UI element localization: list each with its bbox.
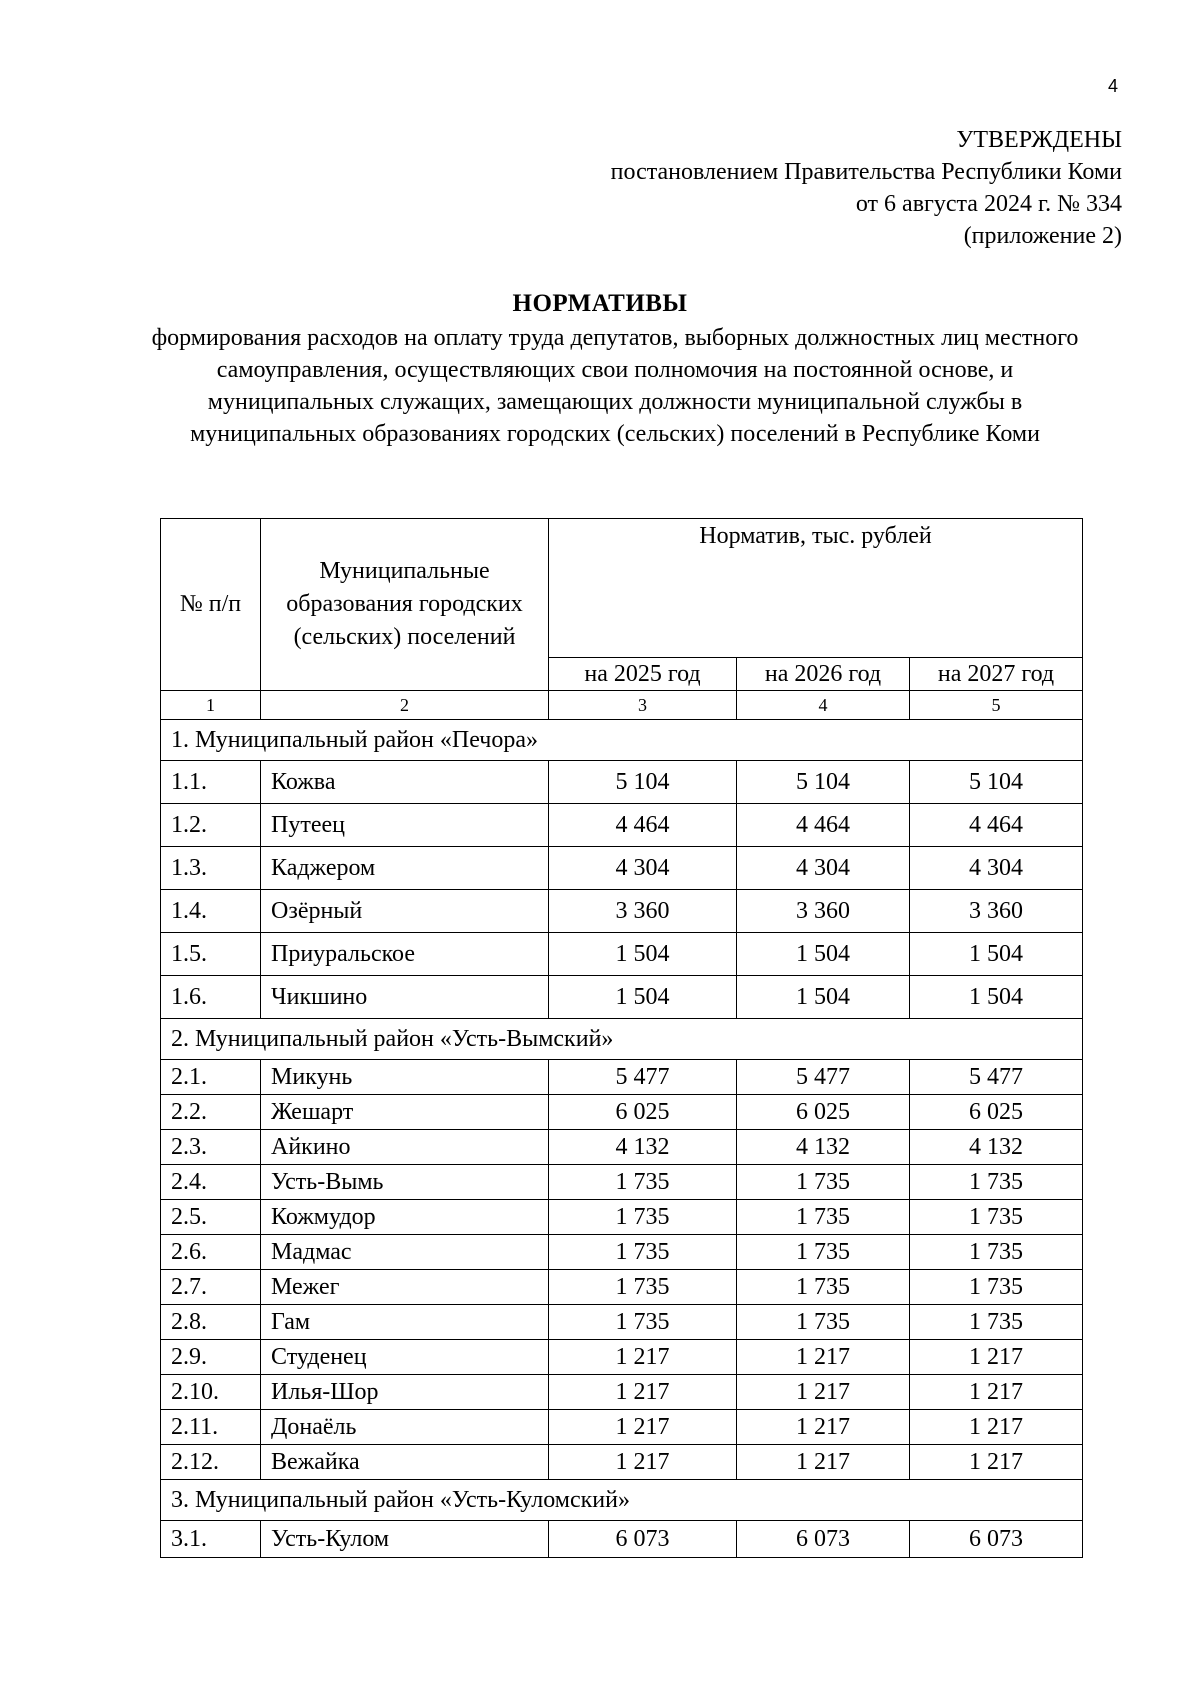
table-row bbox=[161, 933, 1083, 976]
table-row bbox=[161, 804, 1083, 847]
value-2026: 1 735 bbox=[737, 1270, 910, 1305]
value-2026: 1 735 bbox=[737, 1305, 910, 1340]
value-2026: 4 464 bbox=[737, 804, 910, 847]
row-number: 1.5. bbox=[161, 933, 261, 976]
row-number: 2.7. bbox=[161, 1270, 261, 1305]
value-2027: 1 217 bbox=[910, 1375, 1083, 1410]
table-row bbox=[161, 1200, 1083, 1235]
municipality-name: Гам bbox=[261, 1305, 549, 1340]
value-2027: 1 217 bbox=[910, 1340, 1083, 1375]
column-number-row bbox=[161, 691, 1083, 720]
table-row bbox=[161, 1095, 1083, 1130]
value-2025: 5 104 bbox=[549, 761, 737, 804]
municipality-name: Усть-Кулом bbox=[261, 1521, 549, 1558]
municipality-name: Приуральское bbox=[261, 933, 549, 976]
municipality-name: Микунь bbox=[261, 1060, 549, 1095]
table-row bbox=[161, 761, 1083, 804]
value-2026: 5 104 bbox=[737, 761, 910, 804]
row-number: 2.5. bbox=[161, 1200, 261, 1235]
value-2025: 1 504 bbox=[549, 933, 737, 976]
row-number: 2.2. bbox=[161, 1095, 261, 1130]
value-2026: 1 217 bbox=[737, 1375, 910, 1410]
value-2027: 1 504 bbox=[910, 933, 1083, 976]
value-2027: 1 735 bbox=[910, 1235, 1083, 1270]
value-2026: 5 477 bbox=[737, 1060, 910, 1095]
value-2026: 1 217 bbox=[737, 1445, 910, 1480]
section-row bbox=[161, 720, 1083, 761]
value-2025: 1 217 bbox=[549, 1410, 737, 1445]
row-number: 1.1. bbox=[161, 761, 261, 804]
header-municipality: Муниципальные образования городских (сельских) поселений bbox=[261, 519, 549, 691]
table-row bbox=[161, 1375, 1083, 1410]
header-year-2025: на 2025 год bbox=[549, 658, 737, 691]
value-2026: 6 073 bbox=[737, 1521, 910, 1558]
value-2025: 1 217 bbox=[549, 1340, 737, 1375]
column-number: 3 bbox=[549, 691, 737, 720]
municipality-name: Озёрный bbox=[261, 890, 549, 933]
value-2027: 5 477 bbox=[910, 1060, 1083, 1095]
document-title: НОРМАТИВЫ bbox=[512, 290, 688, 317]
table-row bbox=[161, 1340, 1083, 1375]
municipality-name: Жешарт bbox=[261, 1095, 549, 1130]
table-row bbox=[161, 890, 1083, 933]
value-2027: 1 735 bbox=[910, 1200, 1083, 1235]
table-body bbox=[161, 720, 1083, 1558]
row-number: 1.4. bbox=[161, 890, 261, 933]
value-2027: 1 217 bbox=[910, 1445, 1083, 1480]
row-number: 2.4. bbox=[161, 1165, 261, 1200]
value-2025: 6 073 bbox=[549, 1521, 737, 1558]
value-2027: 5 104 bbox=[910, 761, 1083, 804]
value-2025: 1 217 bbox=[549, 1375, 737, 1410]
value-2027: 1 504 bbox=[910, 976, 1083, 1019]
value-2026: 1 504 bbox=[737, 933, 910, 976]
row-number: 1.6. bbox=[161, 976, 261, 1019]
column-number: 2 bbox=[261, 691, 549, 720]
row-number: 2.9. bbox=[161, 1340, 261, 1375]
municipality-name: Илья-Шор bbox=[261, 1375, 549, 1410]
table-row bbox=[161, 976, 1083, 1019]
table-row bbox=[161, 1130, 1083, 1165]
value-2025: 1 735 bbox=[549, 1270, 737, 1305]
value-2027: 6 025 bbox=[910, 1095, 1083, 1130]
value-2025: 6 025 bbox=[549, 1095, 737, 1130]
row-number: 2.8. bbox=[161, 1305, 261, 1340]
table-row bbox=[161, 1445, 1083, 1480]
section-title: 2. Муниципальный район «Усть-Вымский» bbox=[161, 1019, 1083, 1060]
municipality-name: Кожмудор bbox=[261, 1200, 549, 1235]
header-norm: Норматив, тыс. рублей bbox=[549, 519, 1083, 658]
value-2025: 1 217 bbox=[549, 1445, 737, 1480]
value-2025: 1 735 bbox=[549, 1165, 737, 1200]
value-2027: 6 073 bbox=[910, 1521, 1083, 1558]
row-number: 2.3. bbox=[161, 1130, 261, 1165]
value-2025: 1 735 bbox=[549, 1235, 737, 1270]
value-2025: 4 464 bbox=[549, 804, 737, 847]
row-number: 2.10. bbox=[161, 1375, 261, 1410]
value-2026: 3 360 bbox=[737, 890, 910, 933]
approval-line-1: УТВЕРЖДЕНЫ bbox=[956, 127, 1122, 153]
value-2025: 4 304 bbox=[549, 847, 737, 890]
header-year-2026: на 2026 год bbox=[737, 658, 910, 691]
value-2026: 4 132 bbox=[737, 1130, 910, 1165]
value-2027: 4 304 bbox=[910, 847, 1083, 890]
municipality-name: Мадмас bbox=[261, 1235, 549, 1270]
municipality-name: Донаёль bbox=[261, 1410, 549, 1445]
row-number: 1.2. bbox=[161, 804, 261, 847]
municipality-name: Межег bbox=[261, 1270, 549, 1305]
value-2027: 1 735 bbox=[910, 1165, 1083, 1200]
value-2026: 1 735 bbox=[737, 1235, 910, 1270]
municipality-name: Путеец bbox=[261, 804, 549, 847]
norms-table bbox=[160, 518, 1083, 1558]
value-2027: 3 360 bbox=[910, 890, 1083, 933]
value-2025: 4 132 bbox=[549, 1130, 737, 1165]
row-number: 2.6. bbox=[161, 1235, 261, 1270]
municipality-name: Чикшино bbox=[261, 976, 549, 1019]
municipality-name: Айкино bbox=[261, 1130, 549, 1165]
table-row bbox=[161, 1521, 1083, 1558]
value-2027: 4 464 bbox=[910, 804, 1083, 847]
value-2026: 1 217 bbox=[737, 1340, 910, 1375]
value-2026: 1 735 bbox=[737, 1200, 910, 1235]
table-row bbox=[161, 1410, 1083, 1445]
document-subtitle: формирования расходов на оплату труда депутатов, выборных должностных лиц местного самоуправления, осуществляющих свои полномочия на постоянной основе, и муниципальных служащих, замещающих должности муниципальной службы в муниципальных образованиях городских (сельских) поселений в Республике Коми bbox=[151, 325, 1079, 447]
page-number: 4 bbox=[1107, 76, 1118, 96]
value-2026: 1 504 bbox=[737, 976, 910, 1019]
header-year-2027: на 2027 год bbox=[910, 658, 1083, 691]
value-2025: 1 735 bbox=[549, 1305, 737, 1340]
table-row bbox=[161, 1305, 1083, 1340]
row-number: 2.11. bbox=[161, 1410, 261, 1445]
value-2027: 1 217 bbox=[910, 1410, 1083, 1445]
column-number: 5 bbox=[910, 691, 1083, 720]
approval-line-4: (приложение 2) bbox=[963, 223, 1122, 249]
section-title: 1. Муниципальный район «Печора» bbox=[161, 720, 1083, 761]
row-number: 3.1. bbox=[161, 1521, 261, 1558]
row-number: 2.1. bbox=[161, 1060, 261, 1095]
value-2025: 5 477 bbox=[549, 1060, 737, 1095]
value-2025: 3 360 bbox=[549, 890, 737, 933]
approval-block bbox=[611, 124, 1122, 252]
municipality-name: Студенец bbox=[261, 1340, 549, 1375]
column-number: 4 bbox=[737, 691, 910, 720]
approval-line-2: постановлением Правительства Республики Коми bbox=[610, 159, 1122, 185]
value-2026: 4 304 bbox=[737, 847, 910, 890]
table-row bbox=[161, 1270, 1083, 1305]
table-row bbox=[161, 1235, 1083, 1270]
municipality-name: Усть-Вымь bbox=[261, 1165, 549, 1200]
table-row bbox=[161, 1165, 1083, 1200]
header-num: № п/п bbox=[161, 519, 261, 691]
section-row bbox=[161, 1019, 1083, 1060]
municipality-name: Каджером bbox=[261, 847, 549, 890]
section-row bbox=[161, 1480, 1083, 1521]
value-2027: 4 132 bbox=[910, 1130, 1083, 1165]
value-2025: 1 504 bbox=[549, 976, 737, 1019]
table-row bbox=[161, 847, 1083, 890]
municipality-name: Вежайка bbox=[261, 1445, 549, 1480]
value-2026: 6 025 bbox=[737, 1095, 910, 1130]
row-number: 2.12. bbox=[161, 1445, 261, 1480]
value-2025: 1 735 bbox=[549, 1200, 737, 1235]
value-2027: 1 735 bbox=[910, 1305, 1083, 1340]
column-number: 1 bbox=[161, 691, 261, 720]
municipality-name: Кожва bbox=[261, 761, 549, 804]
row-number: 1.3. bbox=[161, 847, 261, 890]
value-2026: 1 735 bbox=[737, 1165, 910, 1200]
section-title: 3. Муниципальный район «Усть-Куломский» bbox=[161, 1480, 1083, 1521]
value-2027: 1 735 bbox=[910, 1270, 1083, 1305]
value-2026: 1 217 bbox=[737, 1410, 910, 1445]
table-row bbox=[161, 1060, 1083, 1095]
approval-line-3: от 6 августа 2024 г. № 334 bbox=[855, 191, 1122, 217]
